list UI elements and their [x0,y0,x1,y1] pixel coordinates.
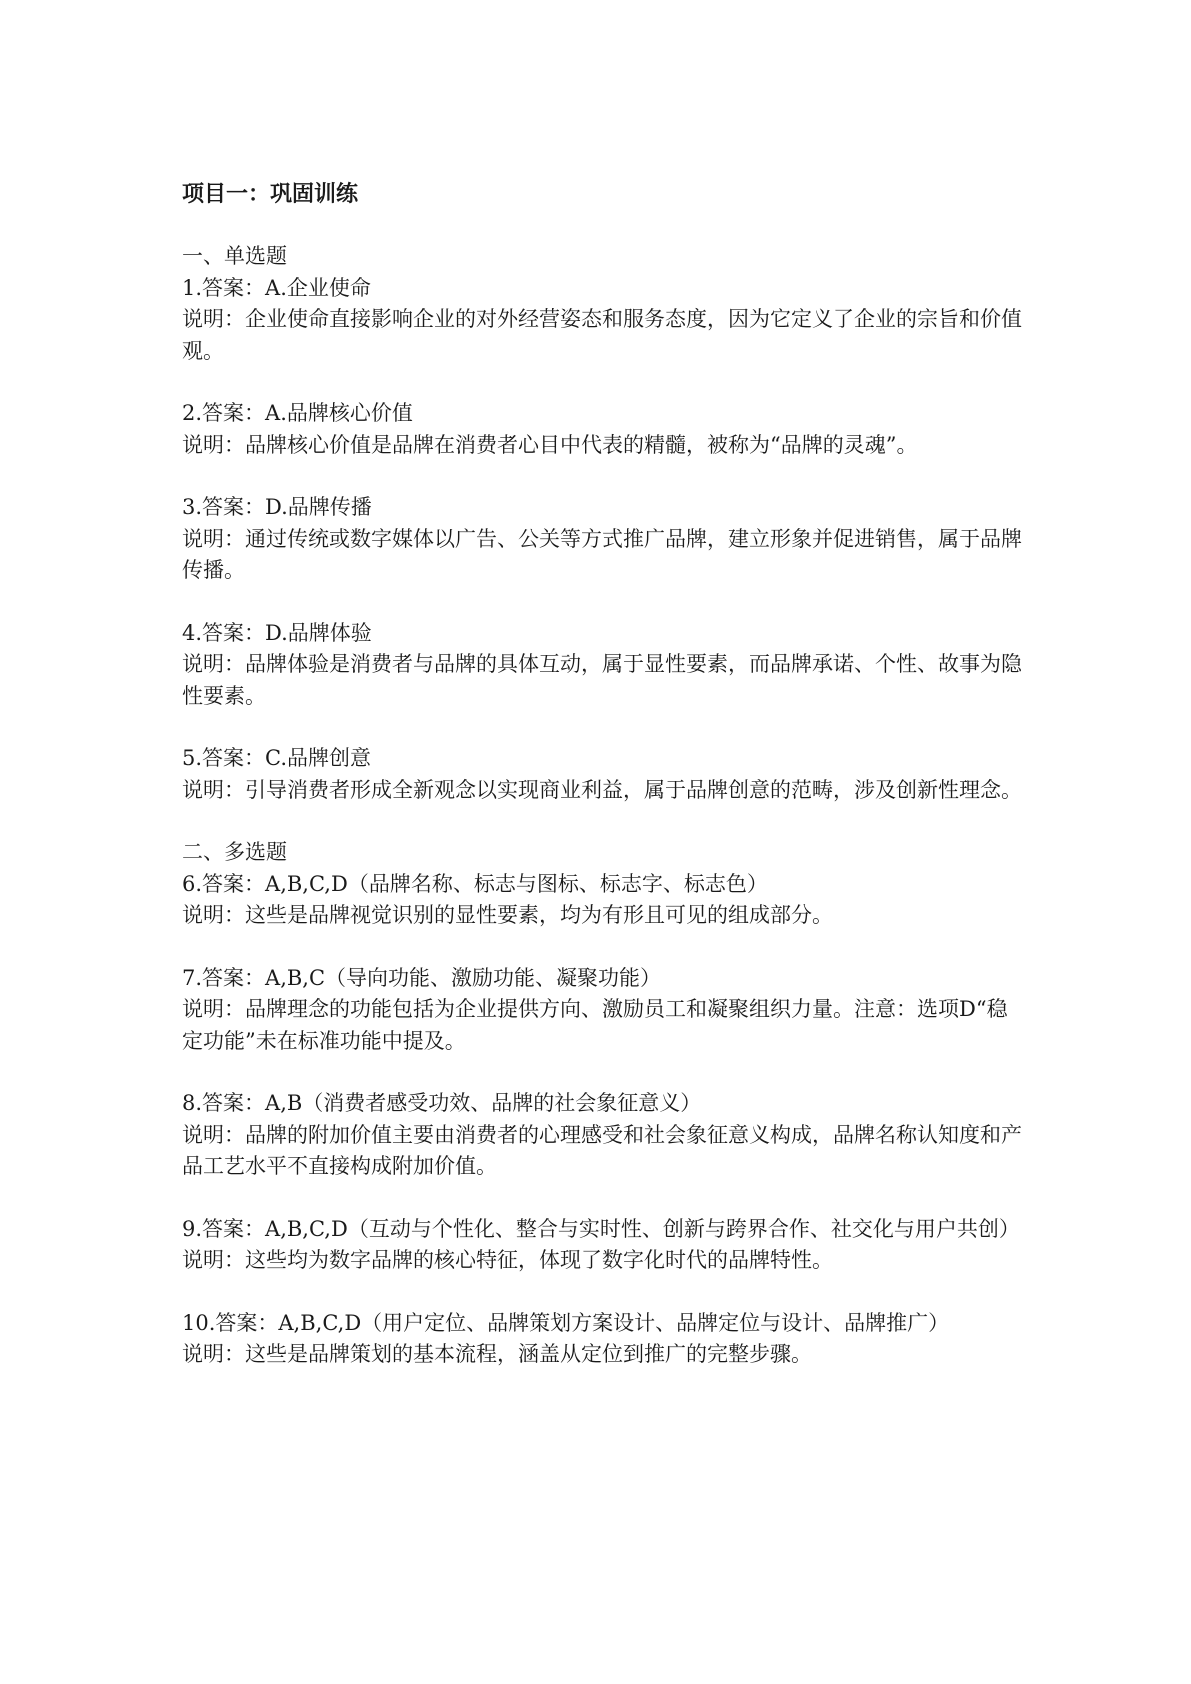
section-multiple-choice [182,837,1022,1371]
section-heading: 二、多选题 [182,840,287,864]
question-item [182,618,1022,713]
document-title: 项目一：巩固训练 [182,181,359,207]
question-item [182,743,1022,806]
answer-line: 5.答案：C.品牌创意 [182,746,372,770]
question-item [182,963,1022,1058]
section-single-choice [182,241,1022,806]
question-item [182,1088,1022,1183]
question-item [182,869,1022,932]
question-item [182,1308,1022,1371]
answer-line: 3.答案：D.品牌传播 [182,495,372,519]
document-page [182,166,1022,1371]
explanation-text: 说明：品牌体验是消费者与品牌的具体互动，属于显性要素，而品牌承诺、个性、故事为隐性要素。 [182,652,1022,708]
answer-line: 1.答案：A.企业使命 [182,275,371,300]
answer-line: 2.答案：A.品牌核心价值 [182,401,413,425]
question-item [182,492,1022,587]
answer-line: 9.答案：A,B,C,D（互动与个性化、整合与实时性、创新与跨界合作、社交化与用户共创） [182,1216,1020,1241]
explanation-text: 说明：通过传统或数字媒体以广告、公关等方式推广品牌，建立形象并促进销售，属于品牌传播。 [182,526,1022,582]
answer-line: 8.答案：A,B（消费者感受功效、品牌的社会象征意义） [182,1091,702,1115]
explanation-text: 说明：引导消费者形成全新观念以实现商业利益，属于品牌创意的范畴，涉及创新性理念。 [182,777,1022,802]
explanation-text: 说明：这些是品牌策划的基本流程，涵盖从定位到推广的完整步骤。 [182,1342,812,1366]
explanation-text: 说明：企业使命直接影响企业的对外经营姿态和服务态度，因为它定义了企业的宗旨和价值观。 [182,307,1022,363]
question-item [182,398,1022,461]
section-heading: 一、单选题 [182,244,287,268]
explanation-text: 说明：这些是品牌视觉识别的显性要素，均为有形且可见的组成部分。 [182,903,833,927]
answer-line: 7.答案：A,B,C（导向功能、激励功能、凝聚功能） [182,965,662,990]
explanation-text: 说明：这些均为数字品牌的核心特征，体现了数字化时代的品牌特性。 [182,1248,833,1272]
explanation-text: 说明：品牌核心价值是品牌在消费者心目中代表的精髓，被称为“品牌的灵魂”。 [182,432,918,457]
question-item [182,1214,1022,1277]
explanation-text: 说明：品牌理念的功能包括为企业提供方向、激励员工和凝聚组织力量。注意：选项D“稳定功能”未在标准功能中提及。 [182,997,1008,1053]
answer-line: 6.答案：A,B,C,D（品牌名称、标志与图标、标志字、标志色） [182,871,768,896]
answer-line: 4.答案：D.品牌体验 [182,620,372,645]
question-item [182,273,1022,368]
explanation-text: 说明：品牌的附加价值主要由消费者的心理感受和社会象征意义构成，品牌名称认知度和产品工艺水平不直接构成附加价值。 [182,1122,1022,1178]
answer-line: 10.答案：A,B,C,D（用户定位、品牌策划方案设计、品牌定位与设计、品牌推广） [182,1310,950,1335]
